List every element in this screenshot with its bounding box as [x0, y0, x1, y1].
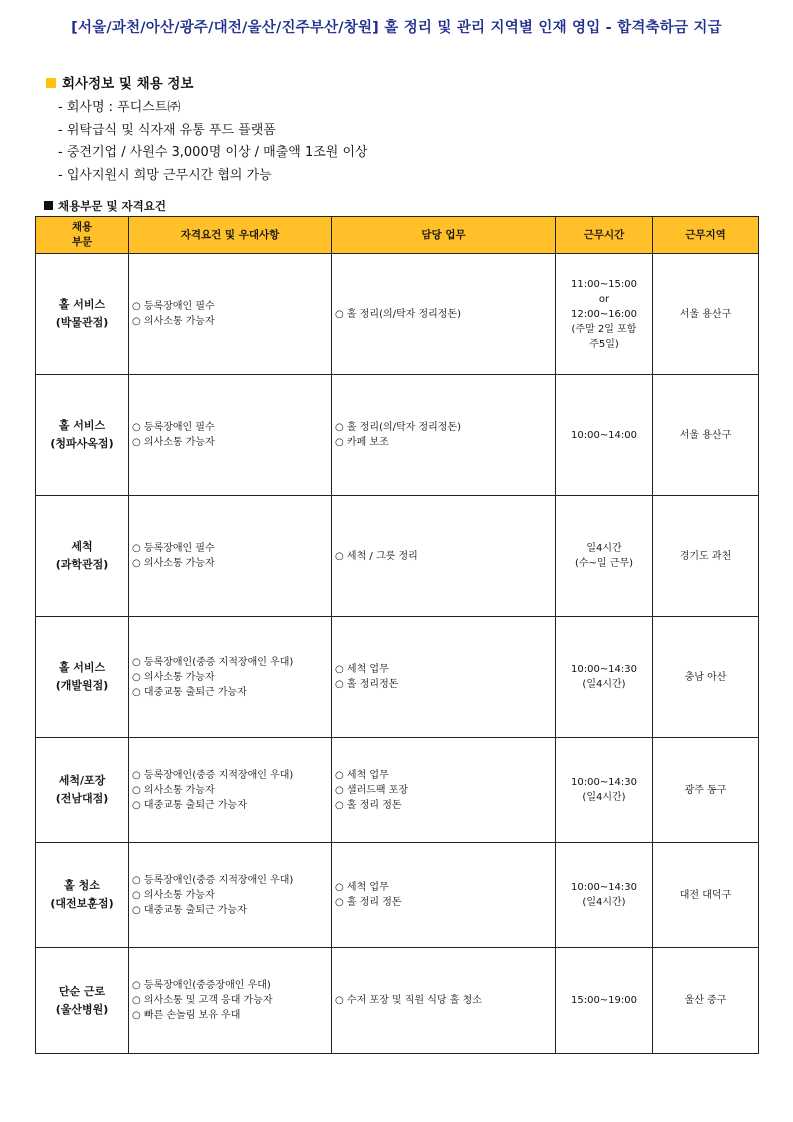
location-cell: 서울 용산구	[653, 375, 759, 496]
header-hours: 근무시간	[556, 217, 653, 254]
header-requirements: 자격요건 및 우대사항	[129, 217, 332, 254]
duties-line: ○ 수저 포장 및 직원 식당 홀 청소	[335, 995, 482, 1006]
requirements-line: ○ 의사소통 가능자	[132, 437, 215, 448]
requirements-line: ○ 등록장애인 필수	[132, 543, 215, 554]
dept-cell	[36, 375, 129, 496]
duties-cell	[332, 948, 556, 1054]
hours-line: (수~일 근무)	[574, 558, 633, 569]
dept-line: 세척	[71, 540, 93, 553]
hours-line: 주5일)	[589, 338, 619, 350]
hours-cell	[556, 375, 653, 496]
table-row	[36, 375, 759, 496]
dept-line: (전남대점)	[55, 792, 109, 805]
requirements-line: ○ 의사소통 가능자	[132, 784, 215, 796]
requirements-line: ○ 등록장애인(중증 지적장애인 우대)	[132, 874, 294, 886]
table-row	[36, 617, 759, 738]
duties-cell	[332, 843, 556, 948]
location-cell: 서울 용산구	[653, 254, 759, 375]
table-row	[36, 254, 759, 375]
table-row	[36, 738, 759, 843]
hours-cell	[556, 843, 653, 948]
duties-line: ○ 홀 정리(의/탁자 정리정돈)	[335, 422, 462, 433]
table-row	[36, 843, 759, 948]
dept-line: (과학관점)	[55, 558, 109, 571]
hours-line: (일4시간)	[582, 792, 626, 803]
location-cell: 경기도 과천	[653, 496, 759, 617]
requirements-line: ○ 의사소통 가능자	[132, 558, 215, 569]
hours-line: 10:00~14:30	[570, 882, 637, 893]
duties-cell	[332, 254, 556, 375]
requirements-line: ○ 대중교통 출퇴근 가능자	[132, 799, 247, 811]
requirements-line: ○ 등록장애인(중증 지적장애인 우대)	[132, 656, 294, 668]
table-row	[36, 496, 759, 617]
page-title: [서울/과천/아산/광주/대전/울산/진주부산/창원] 홀 정리 및 관리 지역별 인재 영입 - 합격축하금 지급	[71, 20, 722, 36]
company-info-item: - 중견기업 / 사원수 3,000명 이상 / 매출액 1조원 이상	[58, 145, 368, 160]
yellow-square-bullet	[46, 78, 56, 88]
hours-cell	[556, 617, 653, 738]
header-duties: 담당 업무	[332, 217, 556, 254]
header-dept-line: 채용	[71, 221, 93, 233]
header-dept	[36, 217, 129, 254]
requirements-line: ○ 등록장애인(중증장애인 우대)	[132, 980, 271, 991]
hours-line: 12:00~16:00	[570, 308, 637, 320]
company-info-heading-text: 회사정보 및 채용 정보	[62, 76, 194, 92]
header-dept-line: 부문	[71, 236, 93, 248]
duties-line: ○ 샐러드팩 포장	[335, 784, 409, 796]
hours-cell	[556, 254, 653, 375]
requirements-line: ○ 등록장애인 필수	[132, 301, 215, 312]
company-info-item: - 입사지원시 희망 근무시간 협의 가능	[58, 167, 272, 183]
dept-line: (개발원점)	[55, 679, 109, 692]
table-body	[36, 254, 759, 1054]
duties-line: ○ 홀 정리정돈	[335, 679, 399, 690]
hours-cell	[556, 496, 653, 617]
requirements-cell	[129, 738, 332, 843]
dept-line: 홀 서비스	[58, 298, 106, 311]
dept-cell	[36, 948, 129, 1054]
dept-cell	[36, 254, 129, 375]
hours-line: (일4시간)	[582, 679, 626, 690]
requirements-cell	[129, 375, 332, 496]
requirements-cell	[129, 617, 332, 738]
hours-line: 10:00~14:00	[570, 429, 637, 441]
requirements-line: ○ 의사소통 및 고객 응대 가능자	[132, 995, 273, 1006]
dept-cell	[36, 738, 129, 843]
requirements-cell	[129, 254, 332, 375]
company-info-heading	[46, 72, 193, 92]
duties-line: ○ 홀 정리 정돈	[335, 897, 402, 908]
table-row	[36, 948, 759, 1054]
dept-cell	[36, 617, 129, 738]
hours-line: (주말 2일 포함	[571, 323, 637, 335]
hours-line: 10:00~14:30	[570, 777, 637, 788]
requirements-cell	[129, 843, 332, 948]
hours-line: 11:00~15:00	[570, 278, 637, 290]
duties-line: ○ 세척 / 그릇 정리	[335, 550, 418, 562]
hours-cell	[556, 738, 653, 843]
requirements-line: ○ 대중교통 출퇴근 가능자	[132, 904, 247, 916]
requirements-cell	[129, 496, 332, 617]
requirements-line: ○ 의사소통 가능자	[132, 889, 215, 901]
requirements-cell	[129, 948, 332, 1054]
requirements-line: ○ 빠른 손놀림 보유 우대	[132, 1010, 241, 1021]
hours-cell	[556, 948, 653, 1054]
recruitment-table-heading	[44, 198, 166, 214]
dept-line: (대전보훈점)	[50, 897, 114, 910]
hours-line: or	[598, 293, 610, 305]
duties-line: ○ 홀 정리(의/탁자 정리정돈)	[335, 308, 462, 320]
header-location: 근무지역	[653, 217, 759, 254]
duties-line: ○ 카페 보조	[335, 437, 389, 448]
requirements-line: ○ 의사소통 가능자	[132, 316, 215, 327]
duties-line: ○ 세척 업무	[335, 882, 389, 893]
requirements-line: ○ 대중교통 출퇴근 가능자	[132, 686, 247, 698]
recruitment-table-heading-text: 채용부문 및 자격요건	[58, 199, 166, 213]
duties-cell	[332, 738, 556, 843]
dept-line: 세척/포장	[58, 774, 106, 787]
location-cell: 대전 대덕구	[653, 843, 759, 948]
dept-cell	[36, 496, 129, 617]
company-info-item: - 회사명 : 푸디스트㈜	[58, 100, 181, 115]
black-square-bullet	[44, 201, 53, 210]
dept-line: (청파사옥점)	[50, 437, 114, 450]
duties-line: ○ 세척 업무	[335, 769, 389, 781]
hours-line: 일4시간	[586, 543, 622, 554]
company-info-list	[58, 97, 368, 187]
location-cell: 충남 아산	[653, 617, 759, 738]
hours-line: (일4시간)	[582, 897, 626, 908]
duties-cell	[332, 617, 556, 738]
requirements-line: ○ 의사소통 가능자	[132, 671, 215, 683]
hours-line: 10:00~14:30	[570, 664, 637, 675]
dept-line: 홀 서비스	[58, 661, 106, 674]
location-cell: 광주 동구	[653, 738, 759, 843]
duties-cell	[332, 496, 556, 617]
duties-cell	[332, 375, 556, 496]
duties-line: ○ 세척 업무	[335, 664, 389, 675]
dept-line: 홀 서비스	[58, 419, 106, 432]
recruitment-table	[35, 216, 759, 1054]
location-cell: 울산 중구	[653, 948, 759, 1054]
requirements-line: ○ 등록장애인 필수	[132, 422, 215, 433]
dept-line: 단순 근로	[58, 984, 106, 998]
duties-line: ○ 홀 정리 정돈	[335, 799, 402, 811]
dept-line: 홀 청소	[64, 879, 100, 892]
company-info-item: - 위탁급식 및 식자재 유통 푸드 플랫폼	[58, 122, 276, 138]
dept-cell	[36, 843, 129, 948]
requirements-line: ○ 등록장애인(중증 지적장애인 우대)	[132, 769, 294, 781]
dept-line: (박물관점)	[55, 316, 109, 329]
hours-line: 15:00~19:00	[570, 995, 637, 1006]
table-header-row	[36, 217, 759, 254]
dept-line: (울산병원)	[55, 1002, 109, 1016]
